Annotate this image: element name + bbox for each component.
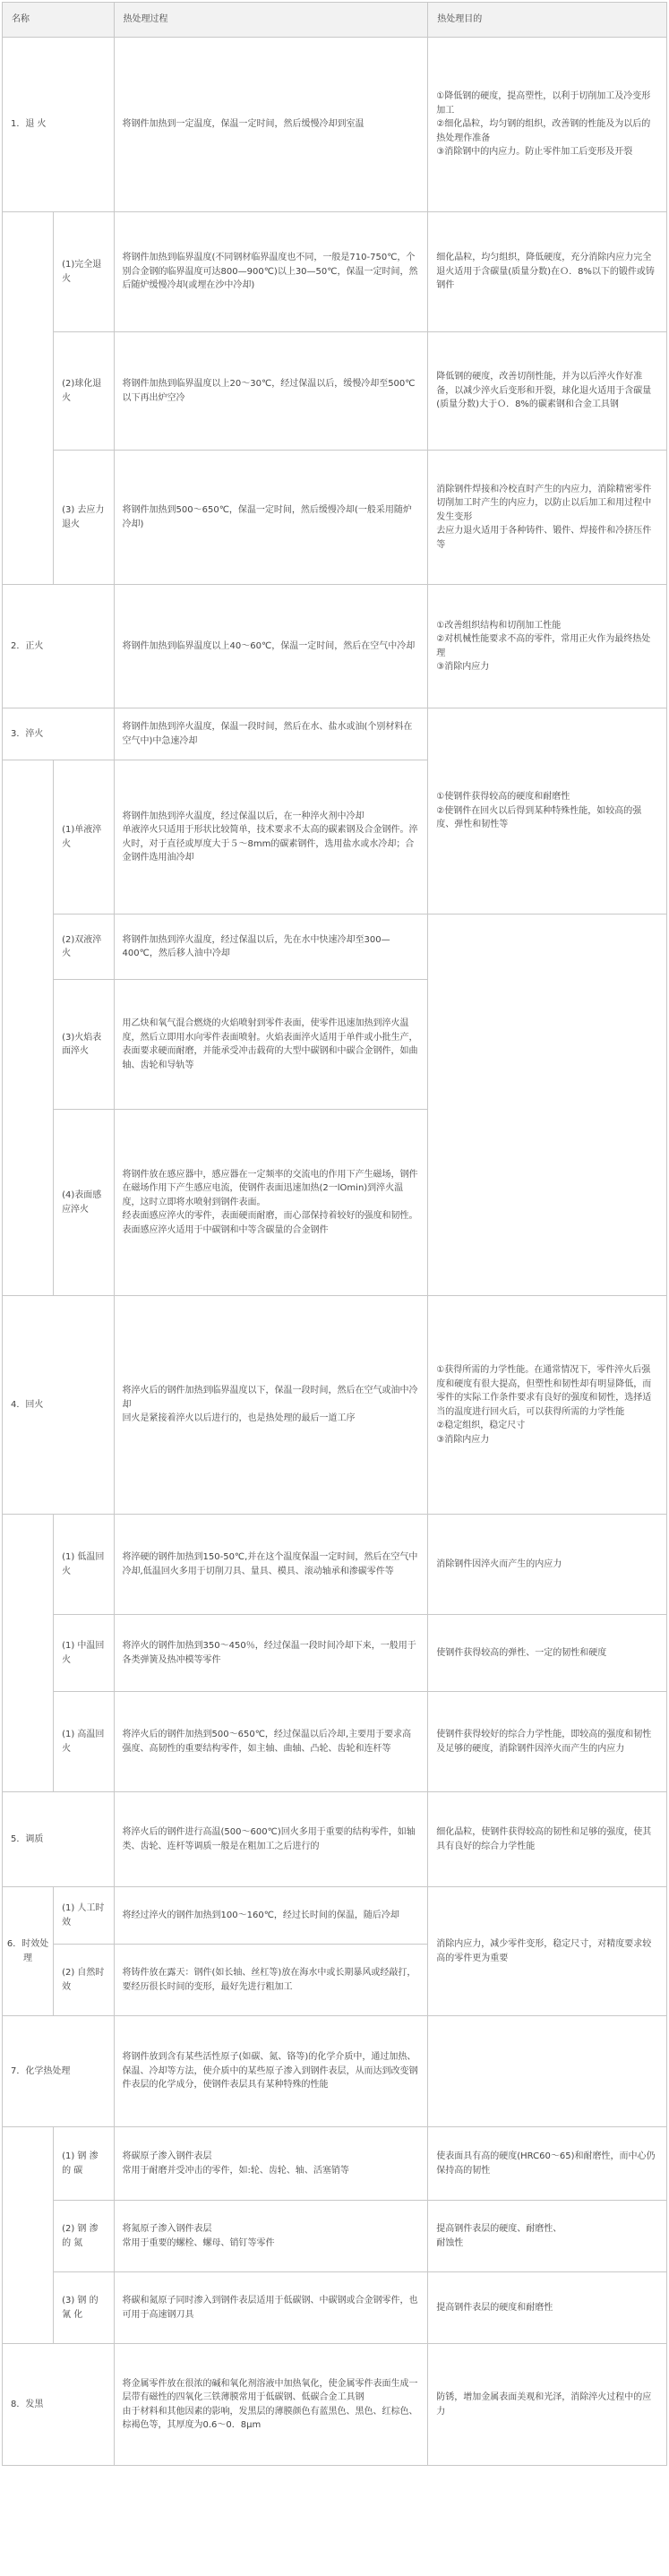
purpose-text: ①获得所需的力学性能。在通常情况下，零件淬火后强度和硬度有很大提高，但塑性和韧性却有明显降低，而零件的实际工作条件要求有良好的强度和韧性，选择适当的温度进行回火后，可以获得所需的力学性能 [436, 1365, 652, 1417]
row-purpose [428, 212, 667, 332]
annealing-group-label [3, 212, 54, 585]
table-row [3, 1692, 667, 1792]
row-purpose-empty [428, 914, 667, 1296]
table-row [3, 38, 667, 212]
row-purpose [428, 2127, 667, 2201]
table-row [3, 1792, 667, 1887]
row-name: (1)单液淬火 [54, 760, 114, 914]
heat-treatment-table [2, 2, 667, 2466]
row-purpose-empty [428, 2016, 667, 2127]
purpose-text: ②稳定组织，稳定尺寸 [436, 1421, 526, 1430]
row-name: (3) 钢 的 氰 化 [54, 2272, 114, 2344]
row-process [114, 1296, 428, 1515]
table-header-row [3, 3, 667, 38]
purpose-text: 去应力退火适用于各种铸件、锻件、焊接件和冷挤压件等 [436, 526, 652, 550]
row-purpose [428, 451, 667, 585]
table-row [3, 1615, 667, 1692]
row-process [114, 980, 428, 1110]
process-text: 将钢件放到含有某些活性原子(如碳、氮、铬等)的化学介质中，通过加热、保温、冷却等方法，使介质中的某些原子渗入到钢件表层，从而达到改变钢件表层的化学成分，使钢件表层具有某种特殊的性能 [122, 2052, 418, 2091]
row-name: 7．化学热处理 [3, 2016, 115, 2127]
row-name: 2．正火 [3, 585, 115, 708]
table-row [3, 1887, 667, 1945]
purpose-text: 消除内应力，减少零件变形，稳定尺寸，对精度要求较高的零件更为重要 [436, 1939, 652, 1963]
row-name: (1) 低温回火 [54, 1515, 114, 1615]
process-text: 将钢件加热到500～650℃，保温一定时间，然后缓慢冷却(一般采用随炉冷却) [122, 505, 412, 529]
purpose-text: 防锈，增加金属表面美观和光泽，消除淬火过程中的应力 [436, 2392, 652, 2417]
row-purpose [428, 1792, 667, 1887]
header-purpose: 热处理目的 [428, 3, 667, 38]
purpose-text: ①降低钢的硬度，提高塑性，以利于切削加工及冷变形加工 [436, 91, 651, 116]
row-name: (3)火焰表面淬火 [54, 980, 114, 1110]
row-process [114, 1110, 428, 1296]
process-text: 将碳和氮原子同时渗入到钢件表层适用于低碳钢、中碳钢或合金钢零件，也可用于高速钢刀具 [122, 2296, 418, 2320]
process-text: 经表面感应淬火的零件，表面硬而耐磨，而心部保持着较好的强度和韧性。 [122, 1211, 418, 1222]
table-row [3, 1515, 667, 1615]
process-text: 表面感应淬火适用于中碳钢和中等含碳量的合金钢件 [122, 1224, 329, 1235]
row-process [114, 1692, 428, 1792]
purpose-text: 降低钢的硬度，改善切削性能，并为以后淬火作好准备，以减少淬火后变形和开裂，球化退火适用于含碳量(质量分数)大于Ｏ．8%的碳素钢和合金工具钢 [436, 372, 652, 410]
purpose-text: ②对机械性能要求不高的零件，常用正火作为最终热处理 [436, 634, 651, 658]
row-purpose [428, 2344, 667, 2466]
temper-group-label [3, 1515, 54, 1792]
row-process [114, 332, 428, 451]
row-purpose [428, 1515, 667, 1615]
row-purpose [428, 1296, 667, 1515]
row-process [114, 2272, 428, 2344]
table-row [3, 2201, 667, 2272]
row-name: (1) 高温回火 [54, 1692, 114, 1792]
row-name: 6．时效处理 [3, 1887, 54, 2016]
row-process [114, 38, 428, 212]
row-process [114, 1615, 428, 1692]
purpose-text: ①改善组织结构和切削加工性能 [436, 620, 562, 631]
row-name: 5．调质 [3, 1792, 115, 1887]
process-text: 将钢件加热到淬火温度，经过保温以后，在一种淬火剂中冷却 [122, 811, 365, 821]
row-process [114, 2201, 428, 2272]
process-text: 常用于耐磨并受冲击的零件，如:轮、齿轮、轴、活塞销等 [122, 2165, 349, 2176]
purpose-text: 细化晶粒，均匀组织，降低硬度，充分消除内应力完全退火适用于含碳量(质量分数)在Ｏ．8%以下的锻件或铸钢件 [436, 253, 655, 291]
row-process [114, 2016, 428, 2127]
chem-group-label [3, 2127, 54, 2344]
purpose-text: ③消除钢中的内应力。防止零件加工后变形及开裂 [436, 147, 633, 158]
table-row [3, 1296, 667, 1515]
purpose-text: 使钢件获得较高的弹性、一定的韧性和硬度 [436, 1647, 607, 1658]
row-name: (3) 去应力退火 [54, 451, 114, 585]
purpose-text: 耐蚀性 [436, 2237, 464, 2248]
row-name: 3．淬火 [3, 708, 115, 760]
row-name: (2) 自然时效 [54, 1945, 114, 2016]
process-text: 将钢件加热到临界温度以上40～60℃，保温一定时间，然后在空气中冷却 [122, 640, 416, 651]
process-text: 将淬硬的钢件加热到150-50℃,并在这个温度保温一定时间，然后在空气中冷却,低温回火多用于切削刀具、量具、模具、滚动轴承和渗碳零件等 [122, 1552, 418, 1576]
row-purpose [428, 332, 667, 451]
purpose-text: 使表面具有高的硬度(HRC60～65)和耐磨性，而中心仍保持高的韧性 [436, 2151, 656, 2176]
header-process: 热处理过程 [114, 3, 428, 38]
row-process [114, 2344, 428, 2466]
process-text: 将铸件放在露天：钢件(如长轴、丝杠等)放在海水中或长期暴风或经敲打，要经历很长时间的变形，最好先进行粗加工 [122, 1968, 416, 1992]
row-name: (1) 中温回火 [54, 1615, 114, 1692]
table-row [3, 708, 667, 760]
process-text: 将钢件加热到一定温度，保温一定时间，然后缓慢冷却到室温 [122, 119, 365, 130]
process-text: 将淬火后的钢件进行高温(500～600℃)回火多用于重要的结构零件，如轴类、齿轮、连杆等调质一般是在粗加工之后进行的 [122, 1827, 416, 1851]
row-process [114, 212, 428, 332]
purpose-text: 消除钢件焊接和冷校直时产生的内应力，消除精密零件切削加工时产生的内应力，以防止以后加工和用过程中发生变形 [436, 484, 652, 522]
purpose-text: ②使钢件在回火以后得到某种特殊性能，如较高的强度、弹性和韧性等 [436, 805, 642, 830]
table-row [3, 2016, 667, 2127]
row-name: (2)球化退火 [54, 332, 114, 451]
row-process [114, 708, 428, 760]
table-row [3, 585, 667, 708]
row-purpose [428, 1887, 667, 2016]
purpose-text: 提高钢件表层的硬度、耐磨性、 [436, 2224, 562, 2234]
row-name: 8．发黑 [3, 2344, 115, 2466]
row-purpose [428, 585, 667, 708]
row-name: (1) 人工时效 [54, 1887, 114, 1945]
process-text: 单液淬火只适用于形状比较简单，技术要求不太高的碳素钢及合金钢件。淬火时，对于直径或厚度大于５～8mm的碳素钢件，选用盐水或水冷却；合金钢件选用油冷却 [122, 825, 418, 863]
process-text: 将淬火后的钢件加热到临界温度以下，保温一段时间，然后在空气或油中冷却 [122, 1386, 418, 1410]
row-process [114, 760, 428, 914]
process-text: 将钢件加热到淬火温度，保温一段时间，然后在水、盐水或油(个别材料在空气中)中急速冷却 [122, 722, 413, 746]
row-purpose [428, 708, 667, 914]
process-text: 将淬火的钢件加热到350～450％，经过保温一段时间冷却下来，一般用于各类弹簧及热冲模等零件 [122, 1641, 416, 1665]
process-text: 常用于重要的螺栓、螺母、销钉等零件 [122, 2237, 275, 2248]
quench-group-label [3, 760, 54, 1296]
purpose-text: ③消除内应力 [436, 1434, 490, 1445]
process-text: 将碳原子渗入钢件表层 [122, 2151, 212, 2161]
row-purpose [428, 2201, 667, 2272]
purpose-text: 细化晶粒，使钢件获得较高的韧性和足够的强度，使其具有良好的综合力学性能 [436, 1827, 652, 1851]
table-row [3, 2344, 667, 2466]
row-purpose [428, 1692, 667, 1792]
purpose-text: 消除钢件因淬火而产生的内应力 [436, 1558, 562, 1569]
row-process [114, 914, 428, 980]
row-process [114, 451, 428, 585]
row-name: (1) 钢 渗 的 碳 [54, 2127, 114, 2201]
purpose-text: ①使钢件获得较高的硬度和耐磨性 [436, 792, 570, 803]
table-row [3, 332, 667, 451]
row-process [114, 1887, 428, 1945]
row-name: 1．退 火 [3, 38, 115, 212]
header-name: 名称 [3, 3, 115, 38]
row-name: 4．回火 [3, 1296, 115, 1515]
row-process [114, 585, 428, 708]
row-name: (1)完全退火 [54, 212, 114, 332]
row-process [114, 2127, 428, 2201]
purpose-text: 提高钢件表层的硬度和耐磨性 [436, 2302, 553, 2313]
row-name: (2)双液淬火 [54, 914, 114, 980]
row-process [114, 1945, 428, 2016]
purpose-text: ②细化晶粒，均匀钢的组织，改善钢的性能及为以后的热处理作准备 [436, 119, 651, 143]
purpose-text: 使钢件获得较好的综合力学性能，即较高的强度和韧性及足够的硬度，消除钢件因淬火而产生的内应力 [436, 1730, 652, 1754]
process-text: 将金属零件放在很浓的碱和氧化剂溶液中加热氧化，使金属零件表面生成一层带有磁性的四氧化三铁薄膜常用于低碳钢、低碳合金工具钢 [122, 2378, 418, 2402]
row-process [114, 1792, 428, 1887]
process-text: 将氮原子渗入钢件表层 [122, 2224, 212, 2234]
table-row [3, 2272, 667, 2344]
process-text: 用乙炔和氧气混合燃烧的火焰喷射到零件表面，使零件迅速加热到淬火温度，然后立即用水向零件表面喷射。火焰表面淬火适用于单件或小批生产，表面要求硬而耐磨，并能承受冲击载荷的大型中碳钢和中碳合金钢件，如曲轴、齿轮和导轨等 [122, 1018, 418, 1070]
process-text: 将淬火后的钢件加热到500～650℃，经过保温以后冷却,主要用于要求高强度、高韧性的重要结构零件，如主轴、曲轴、凸轮、齿轮和连杆等 [122, 1730, 412, 1754]
row-purpose [428, 2272, 667, 2344]
row-purpose [428, 1615, 667, 1692]
row-process [114, 1515, 428, 1615]
row-purpose [428, 38, 667, 212]
process-text: 回火是紧接着淬火以后进行的，也是热处理的最后一道工序 [122, 1413, 356, 1424]
process-text: 将钢件加热到临界温度以上20～30℃，经过保温以后，缓慢冷却至500℃以下再出炉空冷 [122, 379, 416, 403]
process-text: 将钢件放在感应器中，感应器在一定频率的交流电的作用下产生磁场，钢件在磁场作用下产生感应电流，使钢件表面迅速加热(2一lOmin)到淬火温度，这时立即将水喷射到钢件表面。 [122, 1169, 418, 1207]
table-row [3, 451, 667, 585]
process-text: 将钢件加热到临界温度(不同钢材临界温度也不同，一般是710-750℃，个别合金钢的临界温度可达800—900℃)以上30—50℃，保温一定时间，然后随炉缓慢冷却(或埋在沙中冷却) [122, 253, 418, 291]
table-row [3, 2127, 667, 2201]
table-row [3, 914, 667, 980]
row-name: (4)表面感应淬火 [54, 1110, 114, 1296]
row-name: (2) 钢 渗 的 氮 [54, 2201, 114, 2272]
purpose-text: ③消除内应力 [436, 662, 490, 672]
process-text: 将钢件加热到淬火温度，经过保温以后，先在水中快速冷却至300—400℃，然后移人油中冷却 [122, 934, 390, 958]
process-text: 将经过淬火的钢件加热到100～160℃，经过长时间的保温，随后冷却 [122, 1910, 399, 1920]
table-row [3, 212, 667, 332]
process-text: 由于材料和其他因素的影响，发黑层的薄膜颜色有蓝黑色、黑色、红棕色、棕褐色等，其厚度为0.6～0．8μm [122, 2406, 418, 2430]
